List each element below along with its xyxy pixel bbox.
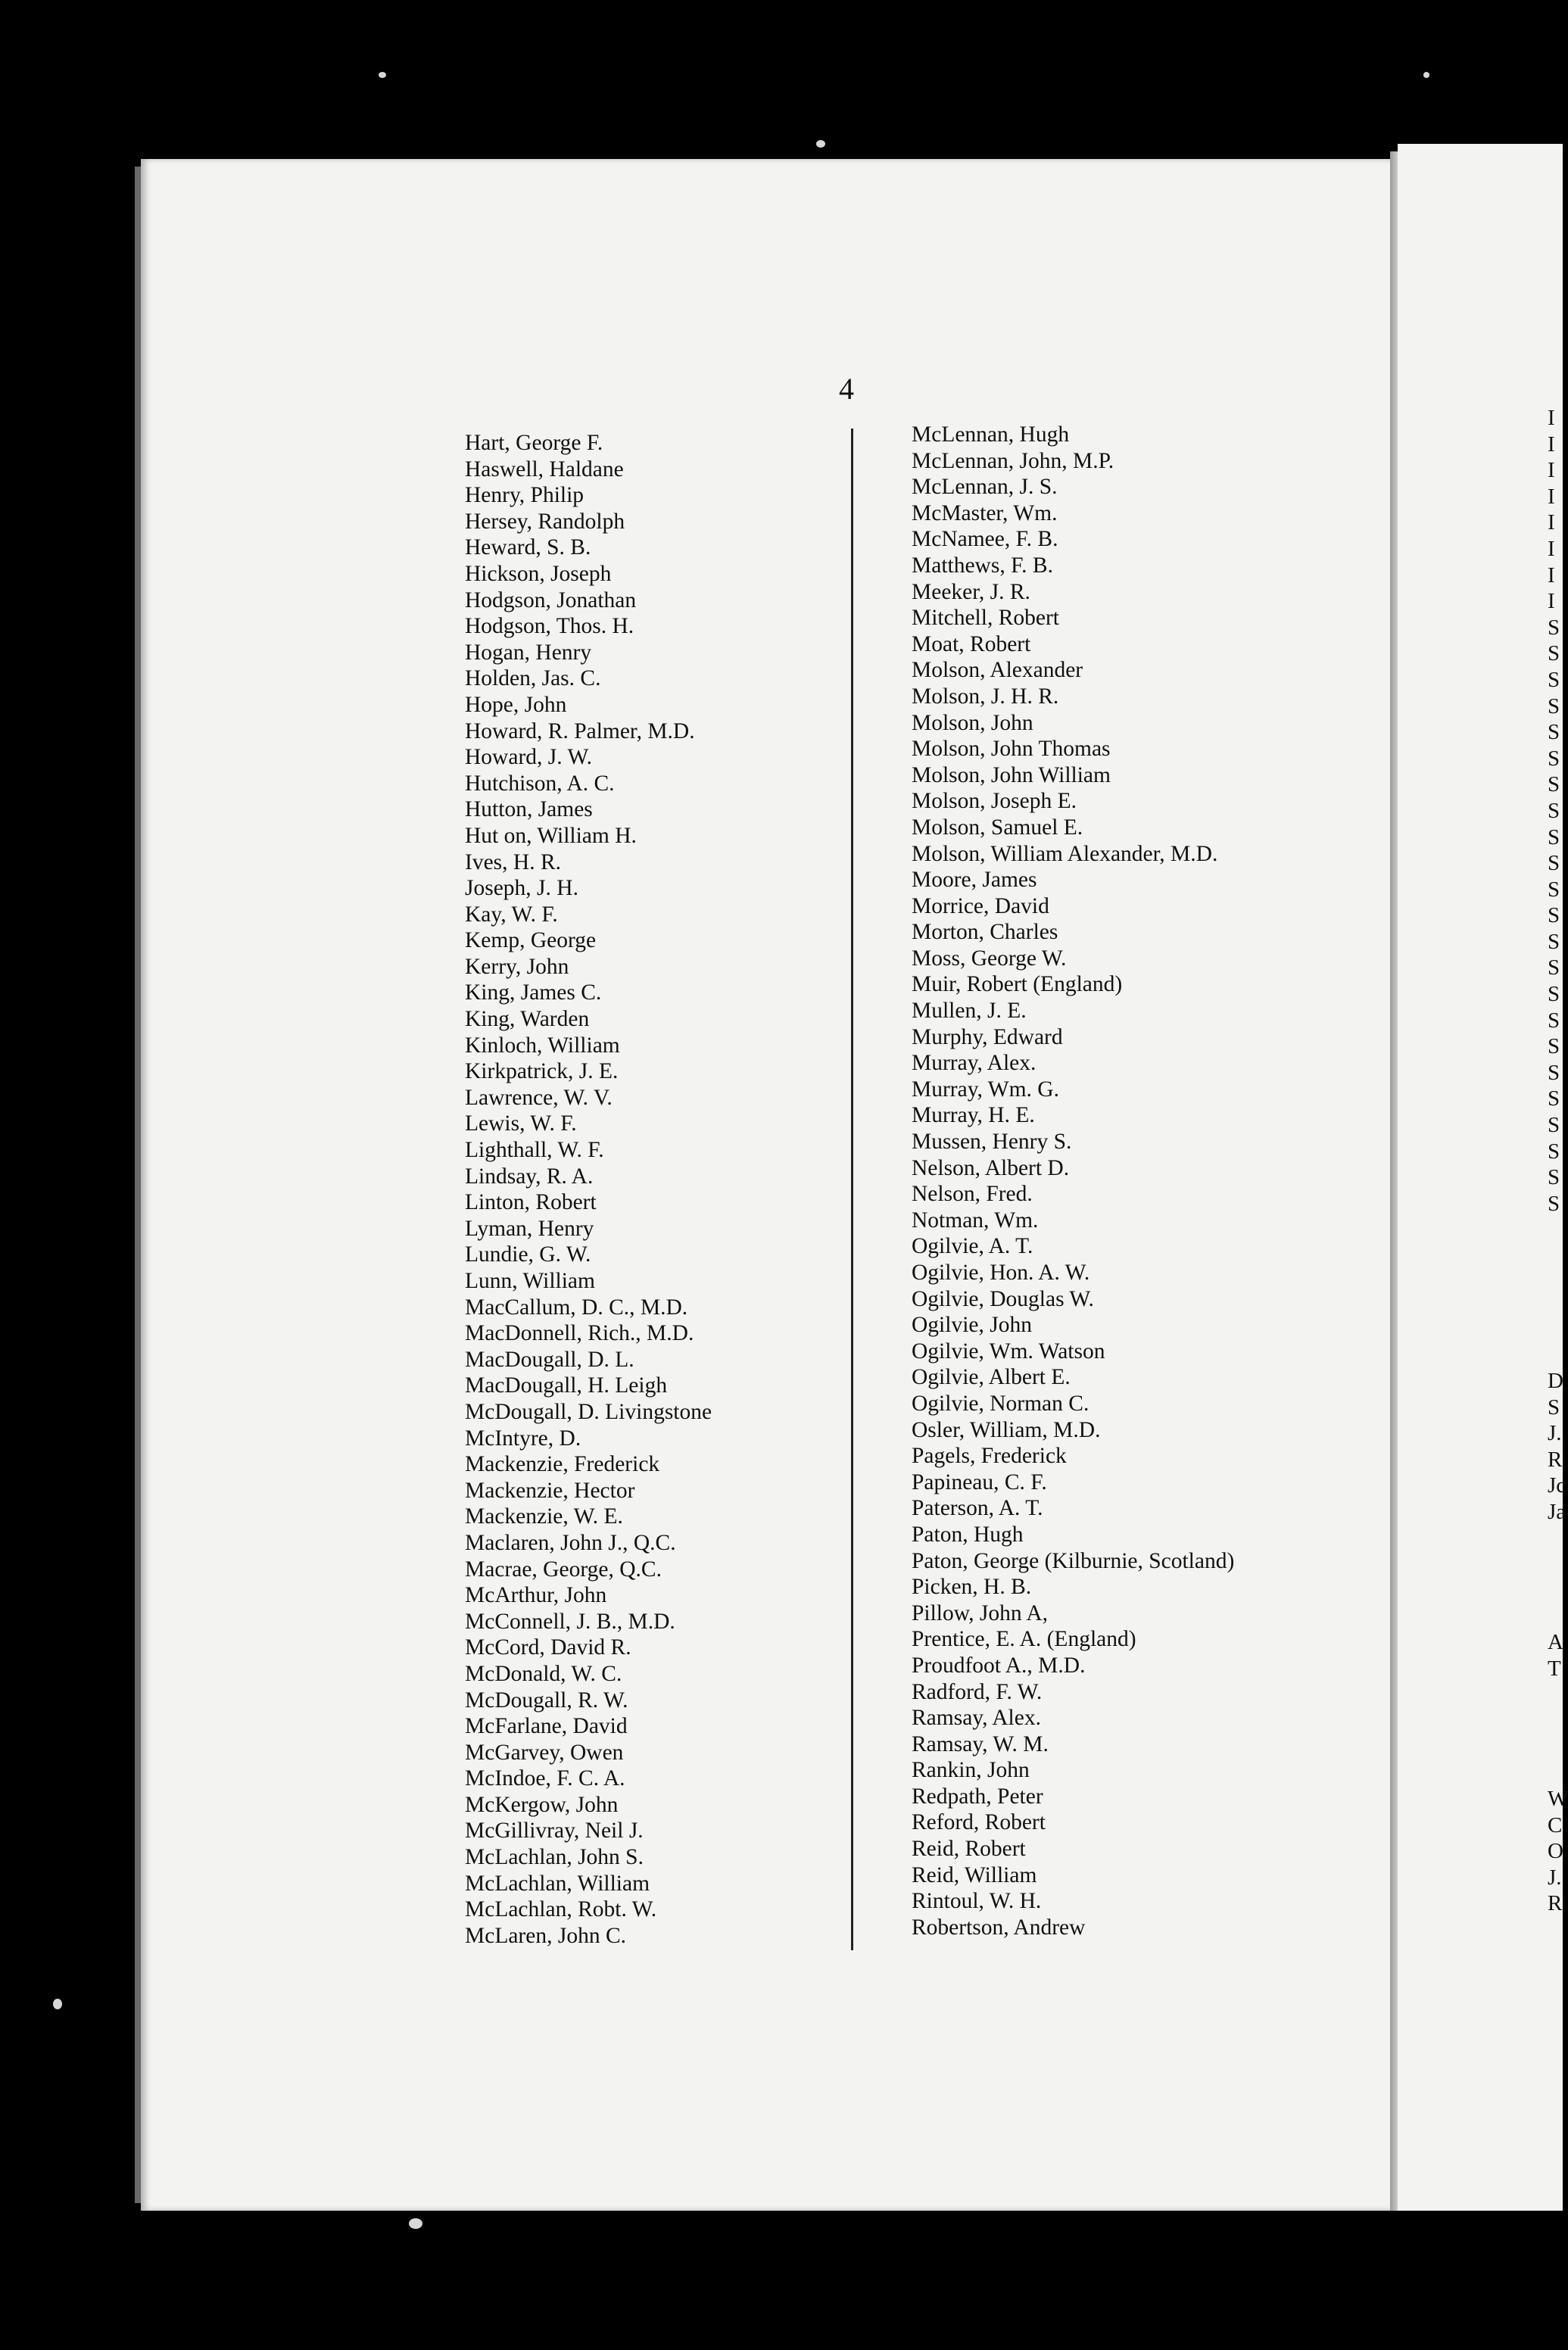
list-item: Murphy, Edward — [912, 1024, 1063, 1049]
list-item: Lindsay, R. A. — [465, 1164, 594, 1189]
edge-letter: I — [1548, 589, 1555, 614]
list-item: Paton, George (Kilburnie, Scotland) — [912, 1548, 1235, 1573]
list-item: Molson, John William — [912, 762, 1111, 787]
list-item: Proudfoot A., M.D. — [912, 1653, 1086, 1678]
facing-page-edge-letters-a — [1548, 405, 1563, 1217]
edge-letter: S — [1548, 877, 1560, 902]
facing-page-edge-letters-c — [1548, 1629, 1563, 1681]
list-item: Mackenzie, Hector — [465, 1478, 635, 1503]
edge-letter: S — [1548, 693, 1560, 718]
list-item: Ogilvie, Albert E. — [912, 1365, 1071, 1390]
facing-page-edge-letters-d — [1548, 1786, 1568, 1917]
list-item: McLachlan, Robt. W. — [465, 1897, 657, 1922]
edge-letter: R — [1548, 1447, 1563, 1472]
list-item: Meeker, J. R. — [912, 579, 1030, 604]
list-item: Lunn, William — [465, 1269, 595, 1293]
film-speck — [1423, 72, 1429, 78]
list-item: Hut on, William H. — [465, 823, 637, 848]
list-item: Mackenzie, W. E. — [465, 1504, 623, 1529]
edge-letter: S — [1548, 1191, 1560, 1216]
list-item: Murray, Alex. — [912, 1051, 1037, 1076]
list-item: McLachlan, William — [465, 1871, 650, 1896]
list-item: Lundie, G. W. — [465, 1242, 591, 1267]
edge-letter: S — [1548, 1008, 1560, 1033]
edge-letter: S — [1548, 1165, 1560, 1190]
list-item: Moss, George W. — [912, 946, 1067, 971]
edge-letter: S — [1548, 903, 1560, 928]
list-item: Holden, Jas. C. — [465, 666, 601, 691]
film-speck — [816, 140, 825, 148]
list-item: Osler, William, M.D. — [912, 1417, 1101, 1442]
edge-letter: S — [1548, 824, 1560, 849]
list-item: Ogilvie, Douglas W. — [912, 1286, 1094, 1311]
column-divider — [851, 429, 853, 1950]
list-item: Moat, Robert — [912, 631, 1031, 656]
list-item: Nelson, Fred. — [912, 1182, 1033, 1207]
edge-letter: Ja — [1548, 1499, 1566, 1524]
list-item: Pagels, Frederick — [912, 1444, 1067, 1469]
edge-letter: S — [1548, 955, 1560, 980]
edge-letter: S — [1548, 720, 1560, 745]
list-item: Nelson, Albert D. — [912, 1155, 1070, 1180]
list-item: Prentice, E. A. (England) — [912, 1627, 1136, 1652]
edge-letter: S — [1548, 746, 1560, 771]
list-item: Howard, R. Palmer, M.D. — [465, 718, 695, 743]
list-item: Hutton, James — [465, 797, 593, 822]
edge-letter: S — [1548, 982, 1560, 1007]
edge-letter: S — [1548, 1395, 1560, 1420]
list-item: MacDonnell, Rich., M.D. — [465, 1321, 694, 1346]
list-item: Notman, Wm. — [912, 1208, 1039, 1233]
list-item: Morton, Charles — [912, 920, 1058, 945]
list-item: McFarlane, David — [465, 1714, 628, 1739]
edge-letter: I — [1548, 563, 1555, 588]
list-item: Matthews, F. B. — [912, 553, 1053, 578]
list-item: McKergow, John — [465, 1792, 619, 1817]
list-item: Hope, John — [465, 692, 567, 717]
list-item: McGarvey, Owen — [465, 1740, 624, 1765]
list-item: McArthur, John — [465, 1583, 607, 1608]
list-item: MacCallum, D. C., M.D. — [465, 1295, 688, 1320]
list-item: Maclaren, John J., Q.C. — [465, 1530, 676, 1555]
list-item: Murray, H. E. — [912, 1103, 1035, 1128]
list-item: Molson, John Thomas — [912, 737, 1111, 762]
list-item: McConnell, J. B., M.D. — [465, 1609, 675, 1634]
facing-page-edge-letters-b — [1548, 1368, 1566, 1526]
list-item: Lighthall, W. F. — [465, 1138, 604, 1163]
list-item: Reid, William — [912, 1862, 1037, 1887]
list-item: Hersey, Randolph — [465, 509, 625, 534]
list-item: Hodgson, Jonathan — [465, 588, 637, 612]
edge-letter: S — [1548, 641, 1560, 666]
name-list-left-column — [465, 430, 712, 1949]
list-item: Molson, Alexander — [912, 658, 1083, 683]
list-item: Ogilvie, John — [912, 1313, 1032, 1338]
list-item: Reid, Robert — [912, 1837, 1026, 1862]
edge-letter: S — [1548, 615, 1560, 640]
list-item: Haswell, Haldane — [465, 457, 624, 482]
edge-letter: S — [1548, 1139, 1560, 1164]
list-item: Heward, S. B. — [465, 535, 591, 560]
list-item: Ives, H. R. — [465, 849, 562, 874]
edge-letter: S — [1548, 1113, 1560, 1138]
edge-letter: I — [1548, 458, 1555, 483]
list-item: Paterson, A. T. — [912, 1496, 1043, 1521]
list-item: Mussen, Henry S. — [912, 1130, 1072, 1155]
list-item: Ramsay, Alex. — [912, 1706, 1041, 1731]
edge-letter: A — [1548, 1630, 1563, 1654]
edge-letter: C — [1548, 1812, 1563, 1837]
list-item: King, James C. — [465, 980, 602, 1005]
list-item: Lewis, W. F. — [465, 1111, 577, 1136]
list-item: McLennan, John, M.P. — [912, 448, 1114, 473]
list-item: Hogan, Henry — [465, 640, 592, 665]
edge-letter: O — [1548, 1839, 1563, 1864]
list-item: Molson, J. H. R. — [912, 684, 1059, 709]
list-item: Papineau, C. F. — [912, 1470, 1047, 1494]
list-item: McGillivray, Neil J. — [465, 1819, 644, 1844]
list-item: Molson, Samuel E. — [912, 815, 1083, 840]
list-item: Rintoul, W. H. — [912, 1889, 1042, 1914]
facing-page — [1398, 144, 1568, 2211]
list-item: Molson, William Alexander, M.D. — [912, 841, 1218, 866]
list-item: Linton, Robert — [465, 1190, 597, 1215]
list-item: Kerry, John — [465, 954, 569, 979]
edge-letter: R — [1548, 1891, 1563, 1916]
edge-letter: T — [1548, 1656, 1561, 1681]
list-item: Lawrence, W. V. — [465, 1085, 613, 1110]
list-item: Reford, Robert — [912, 1810, 1046, 1835]
list-item: McIntyre, D. — [465, 1426, 581, 1451]
film-speck — [53, 1999, 62, 2009]
edge-letter: I — [1548, 432, 1555, 457]
list-item: Molson, Joseph E. — [912, 789, 1077, 814]
film-speck — [409, 2218, 422, 2229]
list-item: McDonald, W. C. — [465, 1661, 622, 1686]
edge-letter: J. — [1548, 1865, 1562, 1890]
list-item: Morrice, David — [912, 893, 1049, 918]
list-item: Muir, Robert (England) — [912, 972, 1123, 997]
edge-letter: J. — [1548, 1421, 1562, 1446]
list-item: Hutchison, A. C. — [465, 771, 615, 796]
edge-letter: I — [1548, 510, 1555, 535]
edge-letter: Jc — [1548, 1473, 1566, 1498]
list-item: Ogilvie, Hon. A. W. — [912, 1261, 1090, 1285]
list-item: Macrae, George, Q.C. — [465, 1557, 662, 1582]
film-speck — [379, 72, 386, 78]
list-item: MacDougall, H. Leigh — [465, 1373, 668, 1398]
list-item: Hart, George F. — [465, 431, 603, 455]
list-item: Kemp, George — [465, 928, 597, 953]
list-item: McNamee, F. B. — [912, 527, 1058, 552]
list-item: Mackenzie, Frederick — [465, 1452, 660, 1477]
list-item: Ogilvie, A. T. — [912, 1234, 1033, 1259]
list-item: Mitchell, Robert — [912, 606, 1059, 631]
list-item: Kay, W. F. — [465, 902, 558, 927]
edge-letter: S — [1548, 929, 1560, 954]
list-item: MacDougall, D. L. — [465, 1347, 634, 1372]
list-item: McCord, David R. — [465, 1635, 631, 1660]
list-item: Paton, Hugh — [912, 1522, 1024, 1547]
list-item: Lyman, Henry — [465, 1216, 594, 1241]
list-item: McDougall, R. W. — [465, 1688, 628, 1713]
list-item: Rankin, John — [912, 1758, 1030, 1783]
edge-letter: I — [1548, 484, 1555, 509]
list-item: McDougall, D. Livingstone — [465, 1399, 712, 1424]
list-item: Howard, J. W. — [465, 745, 592, 770]
name-list-right-column — [912, 422, 1234, 1940]
list-item: Pillow, John A, — [912, 1600, 1049, 1625]
edge-letter: S — [1548, 798, 1560, 823]
list-item: Kirkpatrick, J. E. — [465, 1059, 619, 1084]
list-item: McIndoe, F. C. A. — [465, 1766, 625, 1791]
list-item: Joseph, J. H. — [465, 876, 578, 901]
list-item: Murray, Wm. G. — [912, 1077, 1059, 1102]
edge-letter: S — [1548, 772, 1560, 797]
page-number: 4 — [839, 372, 854, 406]
edge-letter: S — [1548, 667, 1560, 692]
list-item: Robertson, Andrew — [912, 1915, 1086, 1940]
list-item: Hickson, Joseph — [465, 561, 612, 586]
list-item: McLennan, J. S. — [912, 475, 1058, 500]
list-item: Hodgson, Thos. H. — [465, 614, 634, 639]
list-item: Molson, John — [912, 710, 1033, 735]
list-item: Ogilvie, Norman C. — [912, 1391, 1089, 1416]
list-item: Picken, H. B. — [912, 1575, 1032, 1600]
edge-letter: D — [1548, 1369, 1563, 1393]
edge-letter: S — [1548, 1034, 1560, 1059]
list-item: McLennan, Hugh — [912, 422, 1070, 447]
list-item: Ramsay, W. M. — [912, 1731, 1049, 1756]
list-item: Kinloch, William — [465, 1033, 620, 1058]
list-item: Henry, Philip — [465, 483, 584, 508]
list-item: Moore, James — [912, 868, 1037, 893]
edge-letter: S — [1548, 1086, 1560, 1111]
edge-letter: I — [1548, 406, 1555, 430]
list-item: Ogilvie, Wm. Watson — [912, 1339, 1105, 1364]
list-item: Radford, F. W. — [912, 1679, 1043, 1704]
edge-letter: S — [1548, 1060, 1560, 1085]
edge-letter: I — [1548, 536, 1555, 561]
list-item: Redpath, Peter — [912, 1784, 1043, 1809]
edge-letter: W — [1548, 1787, 1568, 1811]
list-item: McLaren, John C. — [465, 1923, 627, 1948]
list-item: McMaster, Wm. — [912, 500, 1058, 525]
list-item: King, Warden — [465, 1007, 590, 1032]
list-item: Mullen, J. E. — [912, 999, 1027, 1024]
edge-letter: S — [1548, 851, 1560, 876]
list-item: McLachlan, John S. — [465, 1845, 644, 1870]
